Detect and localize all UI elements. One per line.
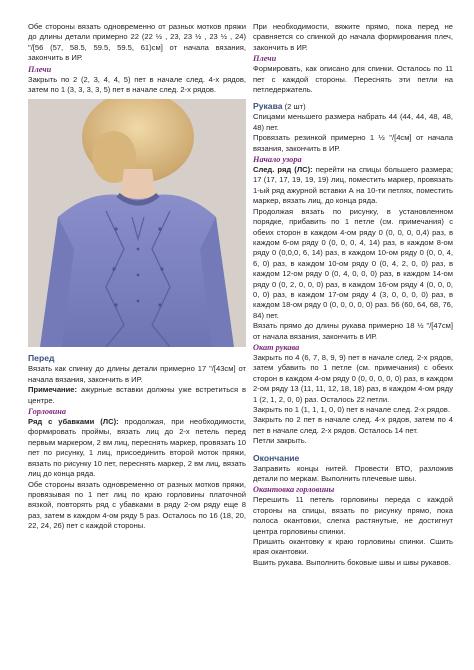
- front-heading: Перед: [28, 353, 55, 364]
- right-paragraph-3: Спицами меньшего размера набрать 44 (44, 44, 48, 48, 48) пет.: [253, 112, 453, 132]
- note-label: Примечание:: [28, 385, 78, 395]
- right-paragraph-11: Заправить концы нитей. Провести ВТО, разложив детали по меркам. Выполнить плечевые швы.: [253, 463, 453, 484]
- shoulders-subheading: Плечи: [28, 64, 52, 74]
- right-paragraph-2: Формировать, как описано для спинки. Осталось по 11 пет с каждой стороны. Переснять эти петли на петледержатель.: [253, 64, 453, 95]
- right-paragraph-6: Вязать прямо до длины рукава примерно 18 ½ "/[47см] от начала вязания, закончить в ИР.: [253, 321, 453, 341]
- neckband-subheading: Окантовка горловины: [253, 485, 335, 495]
- neck-paragraph-2: Обе стороны вязать одновременно от разных мотков пряжи, провязывая по 1 пет лиц по краю горловины платочной вязкой, повторять ряд с убавками в ряду 2-ом ряду еще 8 раз, затем в каждом 4-ом ряду 5 раз. Осталось по 16 (18, 20, 22, 24, 26) пет с каждой стороны.: [28, 479, 246, 531]
- note-paragraph: [28, 385, 246, 406]
- right-paragraph-4: Провязать резинкой примерно 1 ½ "/[4см] от начала вязания, закончить в ИР.: [253, 133, 453, 153]
- right-paragraph-7: Закрыть по 4 (6, 7, 8, 9, 9) пет в начале след. 2-х рядов, затем убавить по 1 петле (см. примечания) с обеих сторон в каждом 4-ом ряду 0 (0, 0, 0, 0, 0) раз, в каждом 2-ом ряду 13 (11, 11, 12, 18, 18) раз, в каждом 4-ом ряду 1 (2, 1, 2, 0, 0) раз. Осталось 22 петли.: [253, 352, 453, 404]
- sleeves-heading: [253, 101, 453, 112]
- shoulders-paragraph: Закрыть по 2 (2, 3, 4, 4, 5) пет в начале след. 4-х рядов, затем по 1 (3, 3, 3, 3, 5) пет в начале след. 2-х рядов.: [28, 74, 246, 95]
- sweater-photo: [28, 99, 246, 347]
- back-intro-paragraph: Обе стороны вязать одновременно от разных мотков пряжи до длины детали примерно 22 (22 ½ , 23, 23 ½ , 23 ½ , 24) "/[56 (57, 58.5, 59.5, 59.5, 61)см] от начала вязания, закончить в ИР.: [28, 22, 246, 63]
- right-column: [253, 22, 453, 568]
- sleeves-count: (2 шт): [282, 102, 306, 112]
- sweater-photo-icon: [28, 99, 246, 347]
- neck-row-text: продолжая, при необходимости, формировать проймы, вязать лиц до 2-х петель перед первым маркером, 2 вм лиц, переснять маркер, провязать 10 пет по рисунку, 1 лиц, присоединить второй моток пряжи, вязать по рисунку 10 пет, переснять маркер, 2 вм лиц, вязать лиц до конца ряда.: [28, 417, 246, 479]
- right-paragraph-10: Петли закрыть.: [253, 436, 307, 446]
- cap-subheading: Окат рукава: [253, 342, 300, 352]
- right-paragraph-1: При необходимости, вяжите прямо, пока перед не сравняется со спинкой до начала формирования плеч, закончить в ИР.: [253, 22, 453, 52]
- front-paragraph: Вязать как спинку до длины детали примерно 17 "/[43см] от начала вязания, закончить в ИР.: [28, 364, 246, 384]
- pattern-subheading: Начало узора: [253, 155, 302, 165]
- note-text: ажурные вставки должны уже встретиться в центре.: [28, 385, 246, 405]
- right-paragraph-12: Перешить 11 петель горловины переда с каждой стороны на спицы, вязать по рисунку прямо, пока полоса окантовки, слегка растянутые, не достигнут центра горловины спинки.: [253, 495, 453, 536]
- right-paragraph-9: Закрыть по 2 пет в начале след. 4-х рядов, затем по 4 пет в начале след. 2-х рядов. Осталось 14 пет.: [253, 415, 453, 435]
- right-paragraph-13: Пришить окантовку к краю горловины спинки. Сшить края окантовки.: [253, 537, 453, 557]
- right-paragraph-14: Вшить рукава. Выполнить боковые швы и швы рукавов.: [253, 557, 451, 567]
- pattern-row-paragraph: [253, 165, 453, 207]
- finishing-heading: Окончание: [253, 452, 300, 463]
- sleeves-title: Рукава: [253, 101, 283, 112]
- neck-row-paragraph: [28, 417, 246, 479]
- right-paragraph-5: Продолжая вязать по рисунку, в установленном порядке, прибавить по 1 петле (см. примечания) с обеих сторон в каждом 4-ом ряду 0 (0, 0, 0, 0,4) раз, в каждом 6-ом ряду 0 (0, 0, 0, 4, 14) раз, в каждом 8-ом ряду 0 (0,0,0, 6, 14) раз, в каждом 10-ом ряду 0 (0, 0, 4, 6, 0) раз, в каждом 10-ом ряду 0 (0, 4, 2, 0, 0) раз, в каждом 12-ом ряду 0 (0, 4, 0, 0, 0) раз, в каждом 14-ом ряду 0 (0, 2, 0, 0, 0) раз, в каждом 16-ом ряду 4 (0, 0, 0, 0, 0) раз, в каждом 17-ом ряду 4 (3, 0, 0, 0, 0) раз, в каждом 18-ом ряду 0 (0, 0, 0, 0, 0) раз. 56 (60, 64, 68, 76, 84) пет.: [253, 206, 453, 320]
- pattern-row-text: перейти на спицы большего размера; 17 (17, 17, 19, 19, 19) лиц, поместить маркер, провязать 1-ый ряд ажурной вставки А на 10-ти петлях, поместить маркер, вязать лиц, до конца ряда.: [253, 165, 453, 206]
- left-column: [28, 22, 246, 532]
- right-paragraph-8: Закрыть по 1 (1, 1, 1, 0, 0) пет в начале след. 2-х рядов.: [253, 405, 450, 414]
- neck-subheading: Горловина: [28, 407, 67, 417]
- right-shoulders-subheading: Плечи: [253, 54, 277, 64]
- neck-row-label: Ряд с убавками (ЛС):: [28, 417, 119, 427]
- pattern-row-label: След. ряд (ЛС):: [253, 165, 313, 175]
